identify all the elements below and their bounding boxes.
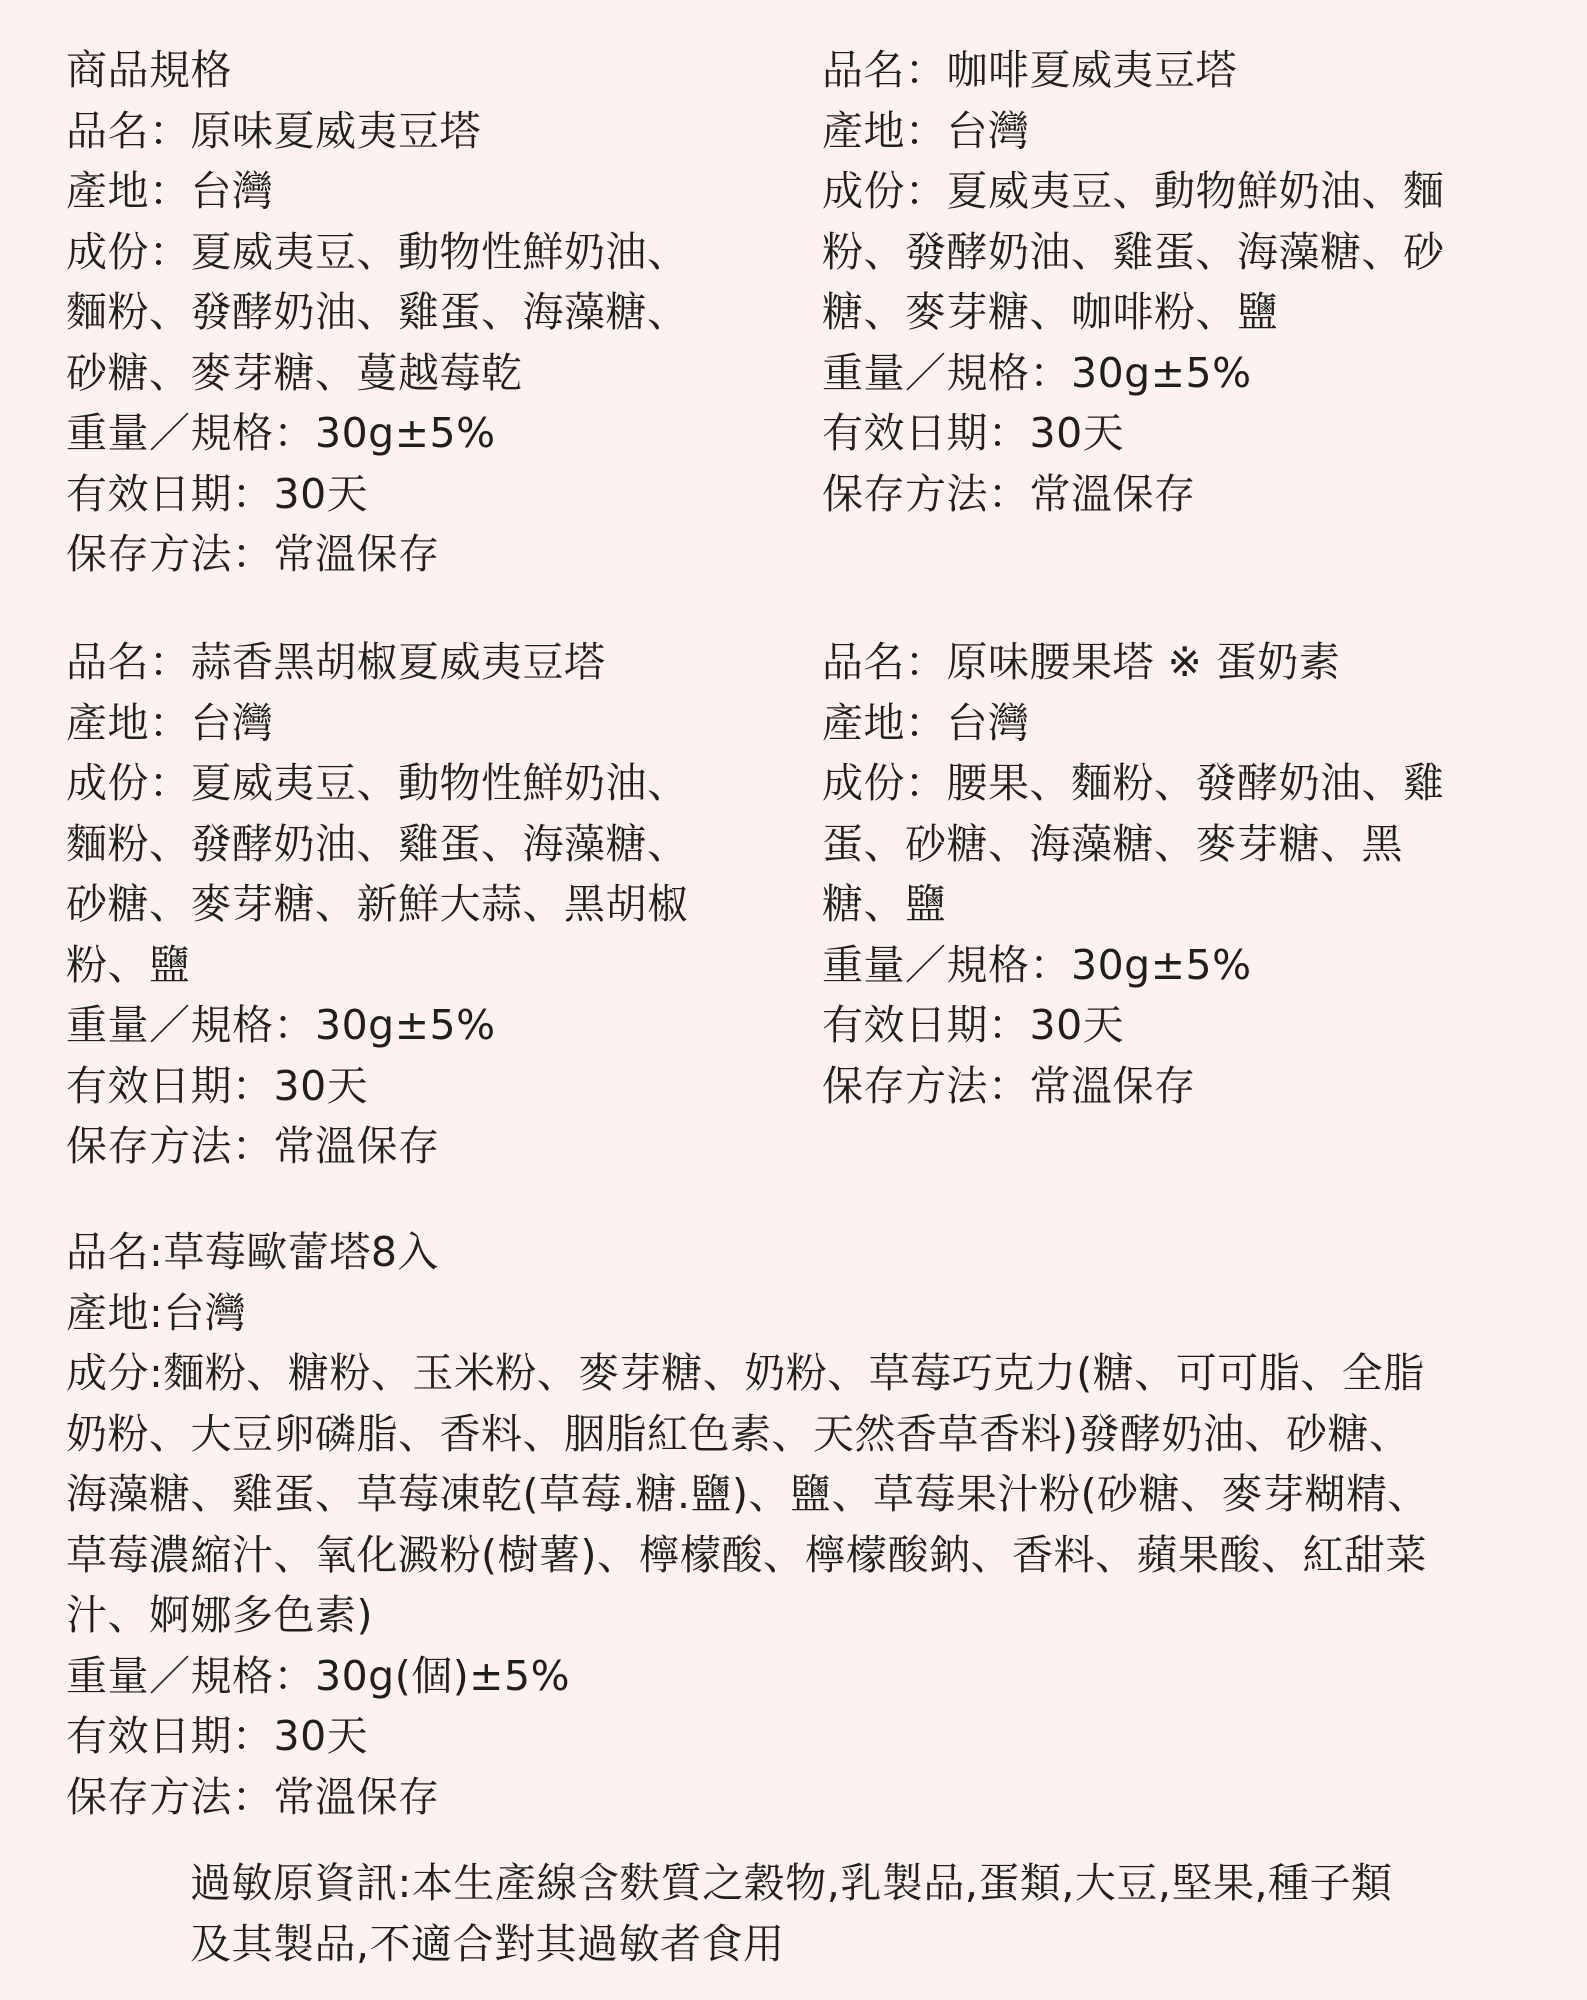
spec-block-cashew-tart <box>822 632 1542 1116</box>
origin: 產地:台灣 <box>66 1288 247 1337</box>
ingredients-line: 蛋、砂糖、海藻糖、麥芽糖、黑 <box>822 819 1403 868</box>
ingredients-line: 奶粉、大豆卵磷脂、香料、胭脂紅色素、天然香草香料)發酵奶油、砂糖、 <box>66 1409 1411 1458</box>
spec-block-garlic-pepper-macadamia-tart <box>66 632 766 1177</box>
product-name: 品名:草莓歐蕾塔8入 <box>66 1228 439 1276</box>
product-name: 品名：原味腰果塔 ※ 蛋奶素 <box>822 638 1341 686</box>
ingredients-line: 成份：腰果、麵粉、發酵奶油、雞 <box>822 759 1445 807</box>
section-heading: 商品規格 <box>66 46 232 94</box>
ingredients-line: 砂糖、麥芽糖、蔓越莓乾 <box>66 348 523 397</box>
ingredients-line: 粉、鹽 <box>66 940 191 989</box>
spec-block-strawberry-au-lait-tart <box>66 1222 1536 1827</box>
shelf-life: 有效日期：30天 <box>66 469 369 518</box>
ingredients-line: 麵粉、發酵奶油、雞蛋、海藻糖、 <box>66 288 689 336</box>
allergen-notice <box>190 1853 1490 1974</box>
origin: 產地：台灣 <box>66 698 274 747</box>
storage-method: 保存方法：常溫保存 <box>66 530 440 578</box>
ingredients-line: 成份：夏威夷豆、動物性鮮奶油、 <box>66 759 689 807</box>
origin: 產地：台灣 <box>822 698 1030 747</box>
ingredients-line: 糖、麥芽糖、咖啡粉、鹽 <box>822 288 1279 336</box>
spec-block-original-macadamia-tart <box>66 40 766 585</box>
shelf-life: 有效日期：30天 <box>822 1001 1125 1049</box>
ingredients-line: 成分:麵粉、糖粉、玉米粉、麥芽糖、奶粉、草莓巧克力(糖、可可脂、全脂 <box>66 1349 1425 1397</box>
ingredients-line: 汁、婀娜多色素) <box>66 1591 373 1639</box>
weight-spec: 重量／規格：30g±5% <box>822 348 1252 397</box>
storage-method: 保存方法：常溫保存 <box>66 1772 440 1821</box>
allergen-line: 及其製品,不適合對其過敏者食用 <box>190 1919 785 1968</box>
ingredients-line: 粉、發酵奶油、雞蛋、海藻糖、砂 <box>822 227 1445 276</box>
weight-spec: 重量／規格：30g±5% <box>66 1001 496 1049</box>
product-name: 品名：咖啡夏威夷豆塔 <box>822 46 1237 94</box>
product-name: 品名：原味夏威夷豆塔 <box>66 106 481 155</box>
shelf-life: 有效日期：30天 <box>822 409 1125 457</box>
weight-spec: 重量／規格：30g(個)±5% <box>66 1651 571 1700</box>
origin: 產地：台灣 <box>822 106 1030 155</box>
ingredients-line: 海藻糖、雞蛋、草莓凍乾(草莓.糖.鹽)、鹽、草莓果汁粉(砂糖、麥芽糊精、 <box>66 1470 1430 1518</box>
allergen-line: 過敏原資訊:本生產線含麩質之穀物,乳製品,蛋類,大豆,堅果,種子類 <box>190 1859 1393 1907</box>
ingredients-line: 成份：夏威夷豆、動物性鮮奶油、 <box>66 227 689 276</box>
ingredients-line: 麵粉、發酵奶油、雞蛋、海藻糖、 <box>66 819 689 868</box>
weight-spec: 重量／規格：30g±5% <box>822 940 1252 989</box>
storage-method: 保存方法：常溫保存 <box>822 1061 1196 1110</box>
weight-spec: 重量／規格：30g±5% <box>66 409 496 457</box>
product-name: 品名：蒜香黑胡椒夏威夷豆塔 <box>66 638 606 686</box>
storage-method: 保存方法：常溫保存 <box>822 469 1196 518</box>
storage-method: 保存方法：常溫保存 <box>66 1122 440 1170</box>
spec-block-coffee-macadamia-tart <box>822 40 1542 524</box>
shelf-life: 有效日期：30天 <box>66 1712 369 1760</box>
origin: 產地：台灣 <box>66 167 274 215</box>
ingredients-line: 草莓濃縮汁、氧化澱粉(樹薯)、檸檬酸、檸檬酸鈉、香料、蘋果酸、紅甜菜 <box>66 1530 1427 1579</box>
shelf-life: 有效日期：30天 <box>66 1061 369 1110</box>
ingredients-line: 砂糖、麥芽糖、新鮮大蒜、黑胡椒 <box>66 880 689 928</box>
ingredients-line: 糖、鹽 <box>822 880 947 928</box>
ingredients-line: 成份：夏威夷豆、動物鮮奶油、麵 <box>822 167 1445 215</box>
